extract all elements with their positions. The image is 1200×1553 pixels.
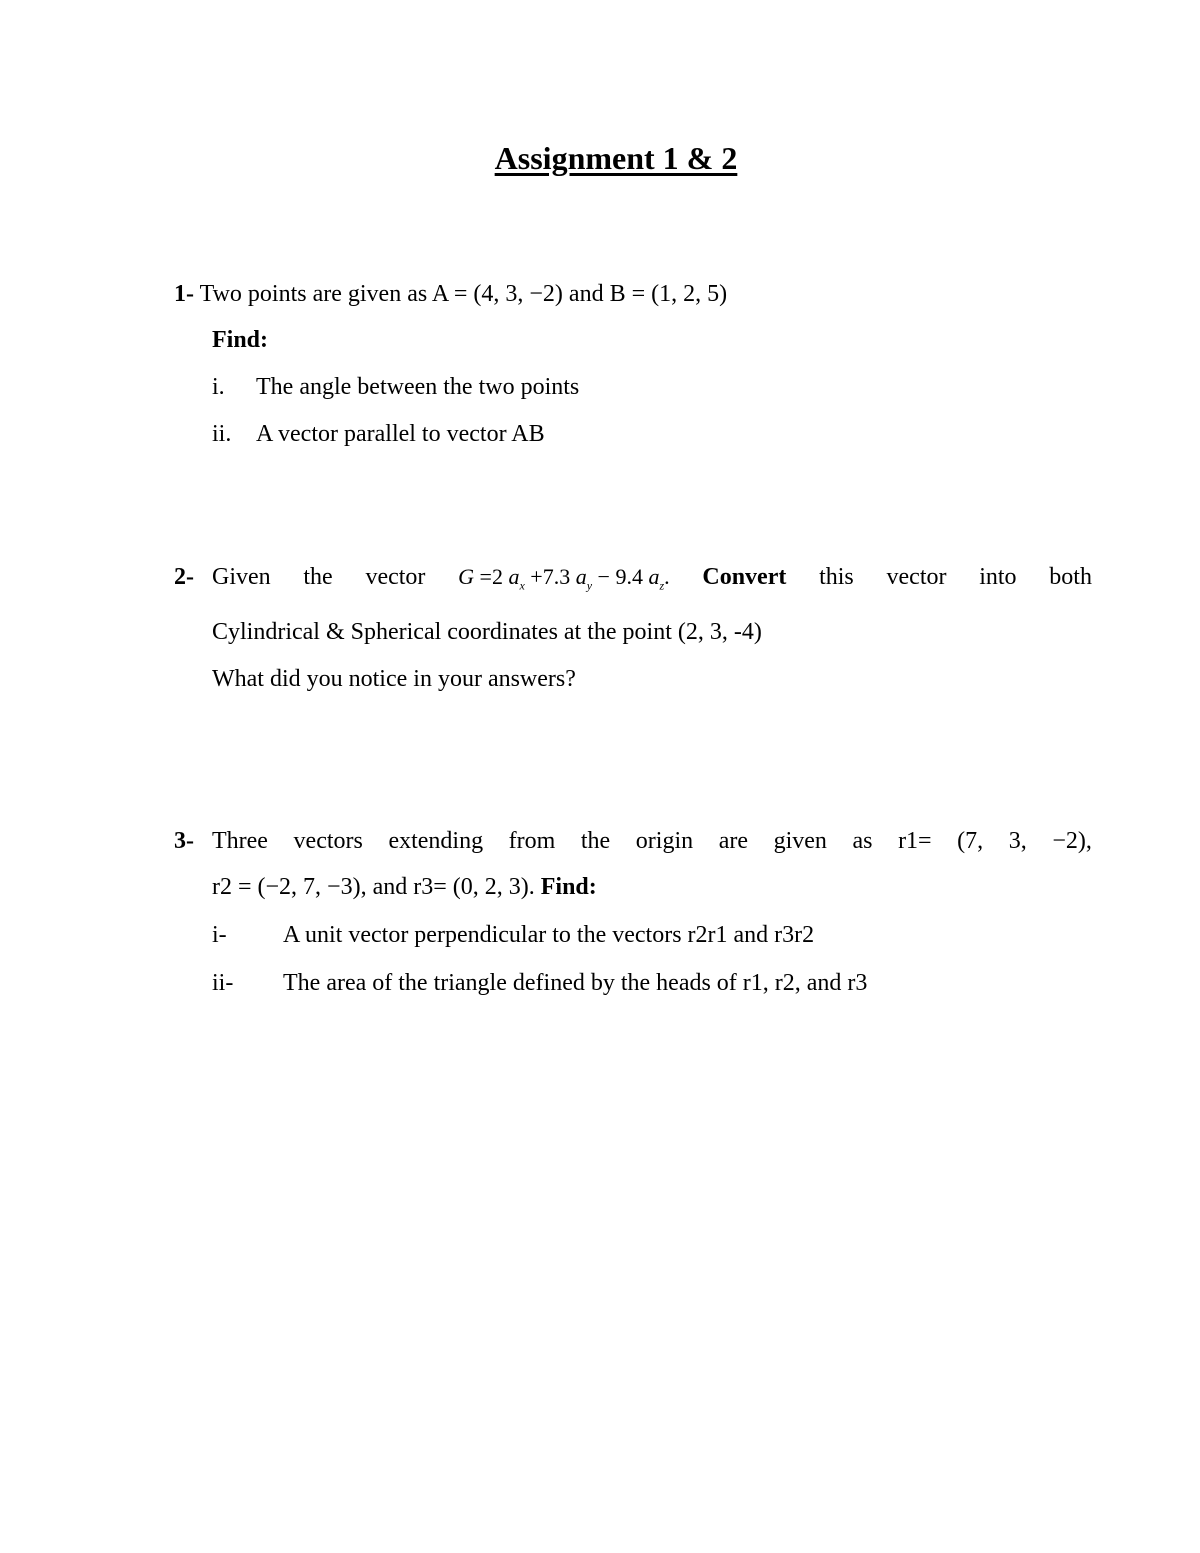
question-1-item-ii [212, 421, 545, 448]
word: −2), [1052, 828, 1092, 854]
word: given [773, 828, 827, 854]
item-marker: ii- [212, 970, 234, 996]
question-3-item-ii [212, 970, 867, 997]
word: vectors [293, 828, 363, 854]
word: r1= [898, 828, 932, 854]
item-text: A vector parallel to vector AB [256, 421, 545, 447]
item-text: The angle between the two points [256, 374, 580, 400]
question-1-find: Find: [212, 327, 269, 353]
word: from [508, 828, 556, 854]
word: extending [388, 828, 484, 854]
word: vector [365, 564, 426, 590]
word: both [1049, 564, 1092, 590]
word: this [819, 564, 854, 590]
word: (7, [957, 828, 984, 854]
question-1-item-i [212, 374, 579, 401]
convert-word: Convert [702, 564, 787, 590]
question-1-number: 1- [174, 281, 194, 307]
item-marker: i. [212, 374, 225, 400]
word: are [718, 828, 748, 854]
word: the [303, 564, 333, 590]
question-3-line-2-text: r2 = (−2, 7, −3), and r3= (0, 2, 3). [212, 874, 535, 900]
question-1-line [174, 281, 727, 308]
word: into [979, 564, 1017, 590]
item-text: A unit vector perpendicular to the vectors r2r1 and r3r2 [283, 922, 815, 948]
item-marker: ii. [212, 421, 232, 447]
item-text: The area of the triangle defined by the heads of r1, r2, and r3 [283, 970, 868, 996]
page-title: Assignment 1 & 2 [494, 140, 738, 176]
word: vector [886, 564, 947, 590]
question-2-line-1 [212, 564, 1092, 593]
question-3-number: 3- [174, 828, 194, 854]
question-3-find: Find: [540, 874, 597, 900]
word: Three [212, 828, 268, 854]
word: Given [212, 564, 271, 590]
word: the [580, 828, 611, 854]
question-1-text: Two points are given as A = (4, 3, −2) and B = (1, 2, 5) [199, 281, 728, 307]
question-3-item-i [212, 922, 814, 949]
word: 3, [1008, 828, 1027, 854]
question-2-number: 2- [174, 564, 194, 590]
question-2-line-3: What did you notice in your answers? [212, 666, 576, 692]
question-2-line-2: Cylindrical & Spherical coordinates at the point (2, 3, -4) [212, 619, 762, 645]
word: as [852, 828, 873, 854]
vector-equation: G =2 $a_x +7.3$ $a_y - 9.4$ $a_z$. [458, 564, 670, 593]
word: origin [635, 828, 694, 854]
question-3-line-1 [212, 828, 1092, 855]
item-marker: i- [212, 922, 227, 948]
question-3-line-2 [212, 874, 597, 901]
